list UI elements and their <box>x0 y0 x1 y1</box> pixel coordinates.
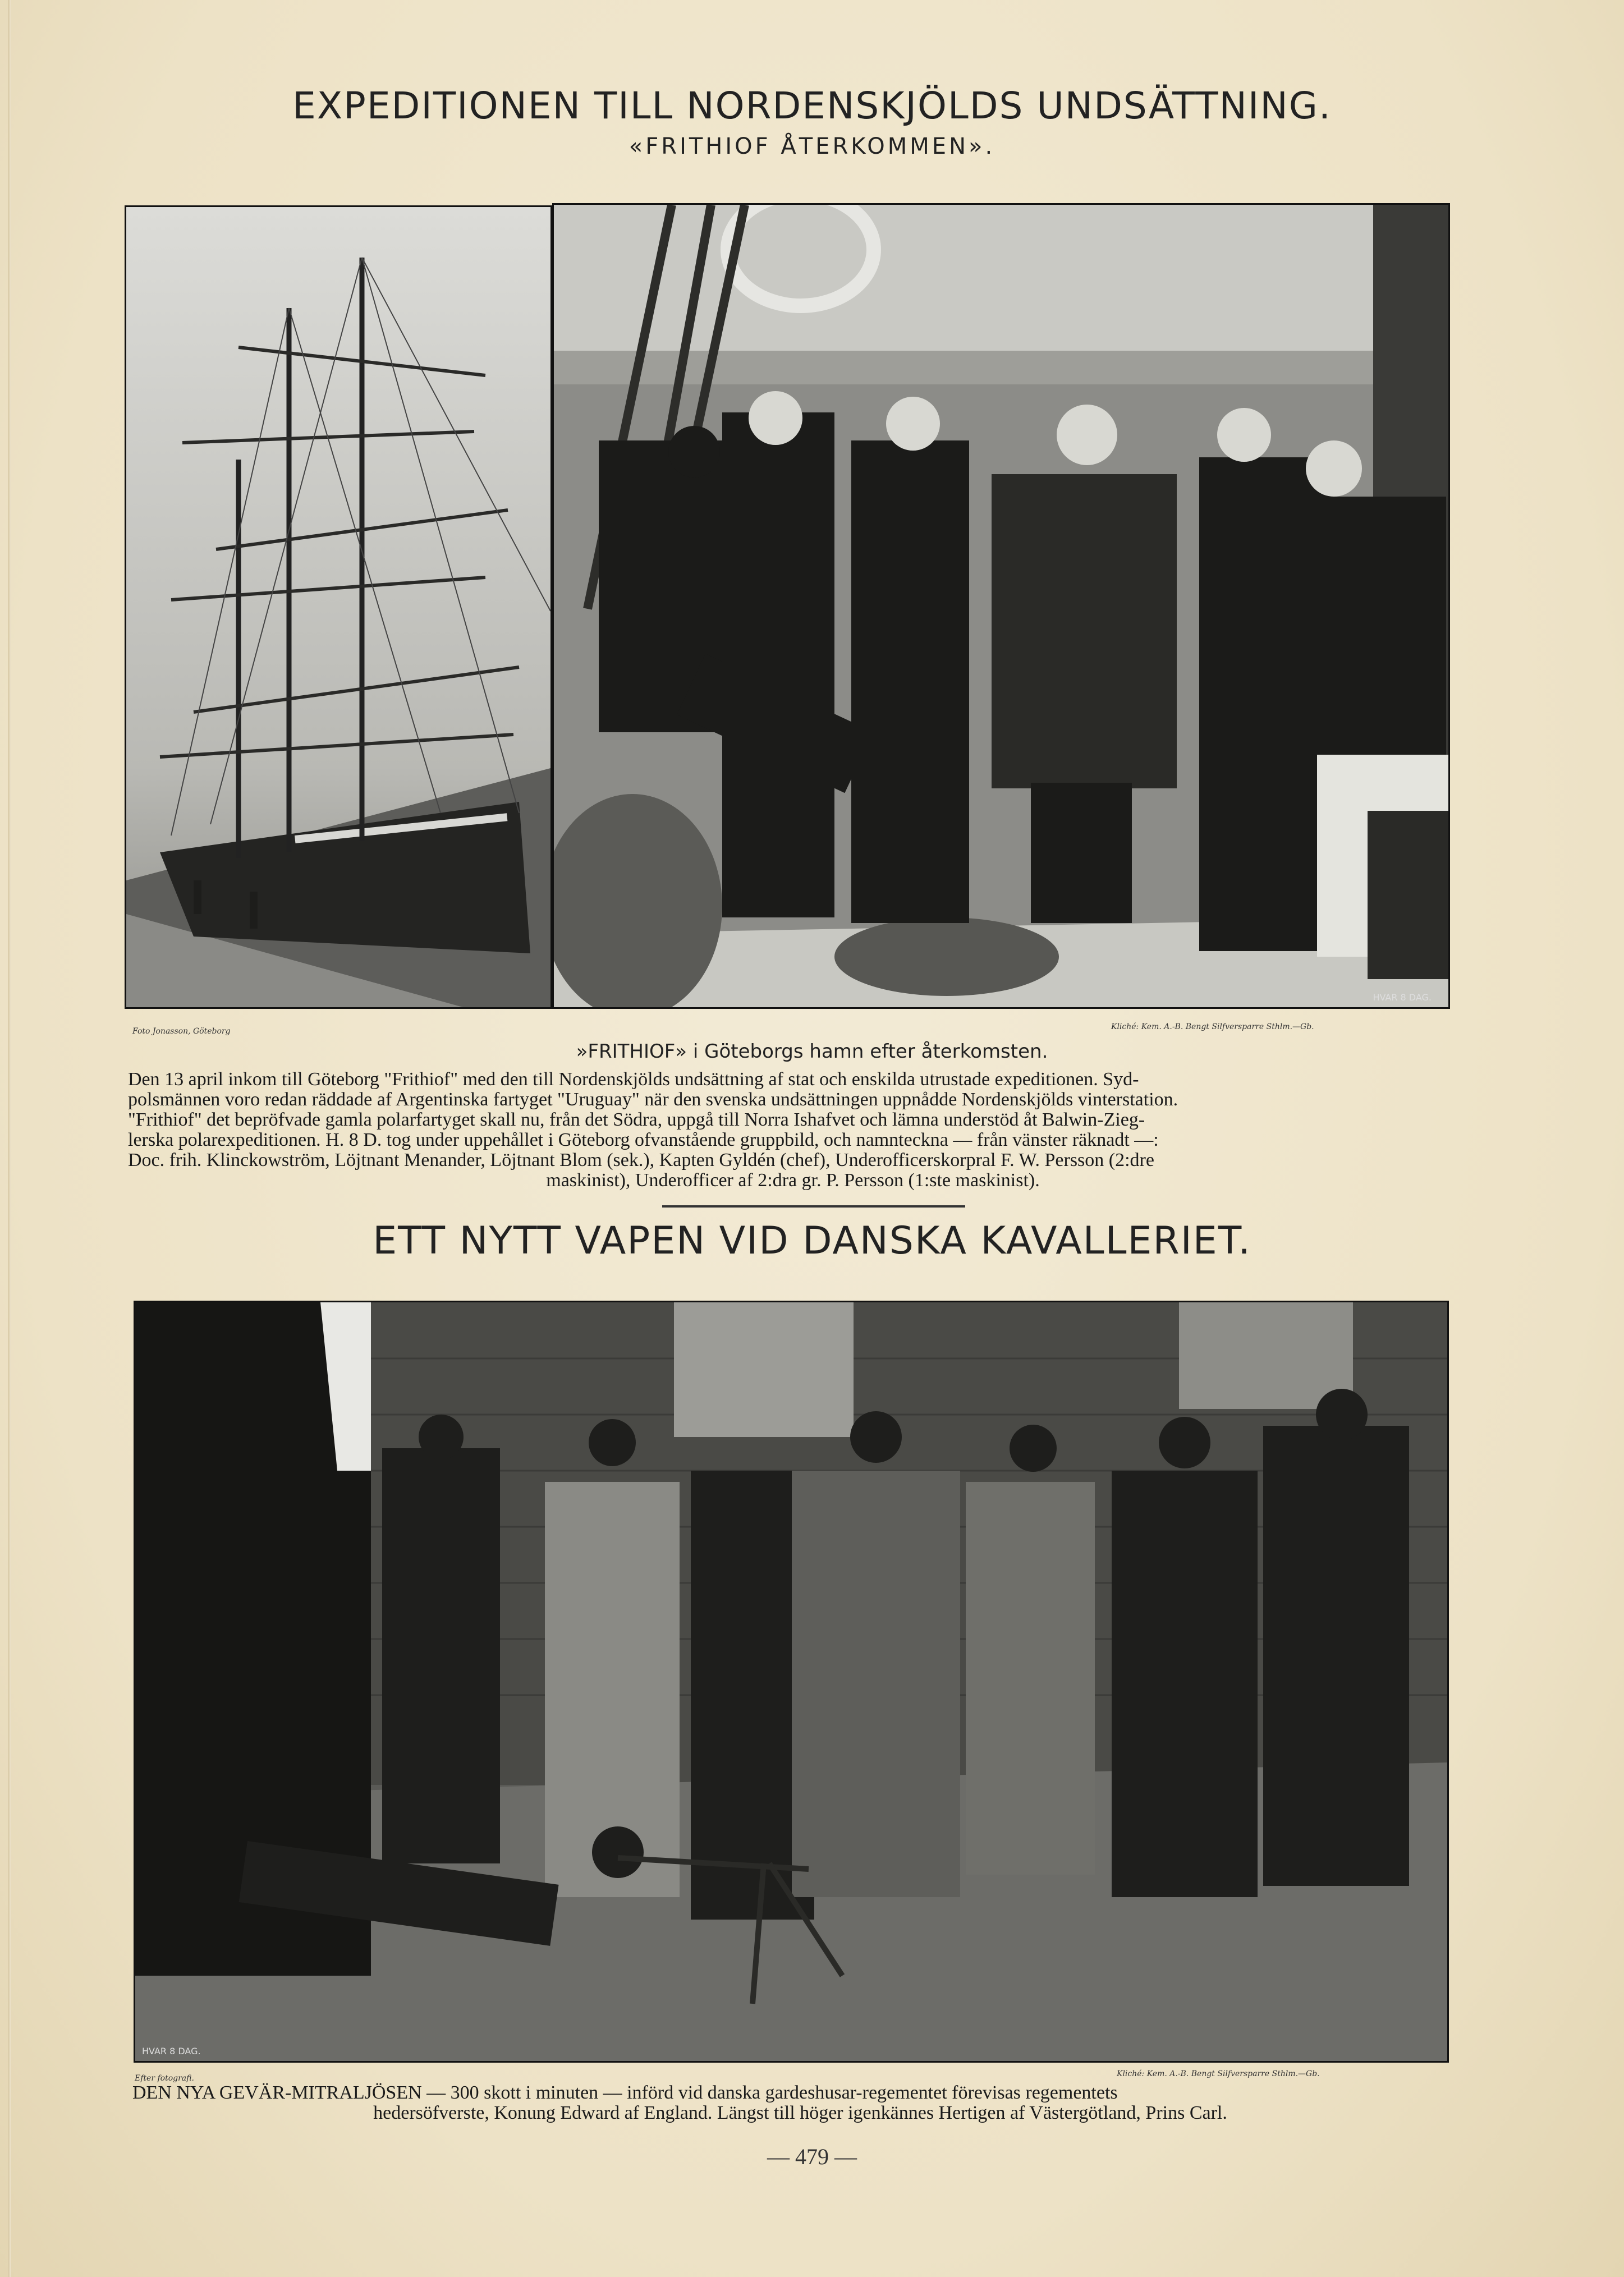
photo-credit-bottom-left: Efter fotografi. <box>135 2074 194 2083</box>
photo-watermark-2: HVAR 8 DAG. <box>142 2046 201 2056</box>
page-number: — 479 — <box>767 2144 857 2169</box>
caption-line: Den 13 april inkom till Göteborg "Frithiof" med den till Nordenskjölds undsättning af stat och enskilda utrustade expeditionen. Syd- <box>128 1069 1139 1090</box>
photo-credit-left: Foto Jonasson, Göteborg <box>132 1027 231 1036</box>
caption-line: DEN NYA GEVÄR-MITRALJÖSEN — 300 skott i minuten — införd vid danska gardeshusar-regementet förevisas regementets <box>132 2082 1118 2103</box>
photo-watermark: HVAR 8 DAG. <box>1373 992 1432 1003</box>
ship-photo <box>125 205 552 1009</box>
page-subtitle: «FRITHIOF ÅTERKOMMEN». <box>629 134 995 159</box>
section-divider <box>662 1205 965 1208</box>
caption-title: »FRITHIOF» i Göteborgs hamn efter återkomsten. <box>576 1040 1048 1063</box>
caption-line: "Frithiof" det bepröfvade gamla polarfartyget skall nu, från det Södra, uppgå till Norra Ishafvet och lämna understöd åt Balwin-Zieg- <box>128 1109 1145 1130</box>
page-crease <box>8 0 11 2277</box>
page-title: EXPEDITIONEN TILL NORDENSKJÖLDS UNDSÄTTNING. <box>292 84 1332 127</box>
caption-line: hedersöfverste, Konung Edward af England. Längst till höger igenkännes Hertigen af Västergötland, Prins Carl. <box>373 2102 1227 2123</box>
crew-group-photo <box>552 203 1450 1009</box>
caption-line: maskinist), Underofficer af 2:dra gr. P. Persson (1:ste maskinist). <box>546 1170 1040 1191</box>
photo-credit-right: Kliché: Kem. A.-B. Bengt Silfversparre Sthlm.—Gb. <box>1111 1022 1314 1031</box>
caption-line: polsmännen voro redan räddade af Argentinska fartyget "Uruguay" när den svenska undsättningen uppnådde Nordenskjölds vinterstation. <box>128 1089 1178 1110</box>
caption-line: lerska polarexpeditionen. H. 8 D. tog under uppehållet i Göteborg ofvanstående gruppbild, och namnteckna — från vänster räknadt —: <box>128 1130 1159 1150</box>
machine-gun-photo <box>134 1301 1449 2063</box>
caption-line: Doc. frih. Klinckowström, Löjtnant Menander, Löjtnant Blom (sek.), Kapten Gyldén (chef), Underofficerskorpral F. W. Persson (2:dre <box>128 1150 1154 1170</box>
caption-text <box>128 1069 1458 1191</box>
section-title: ETT NYTT VAPEN VID DANSKA KAVALLERIET. <box>373 1219 1251 1263</box>
bottom-caption <box>132 2083 1468 2123</box>
photo-credit-bottom-right: Kliché: Kem. A.-B. Bengt Silfversparre Sthlm.—Gb. <box>1117 2069 1320 2078</box>
